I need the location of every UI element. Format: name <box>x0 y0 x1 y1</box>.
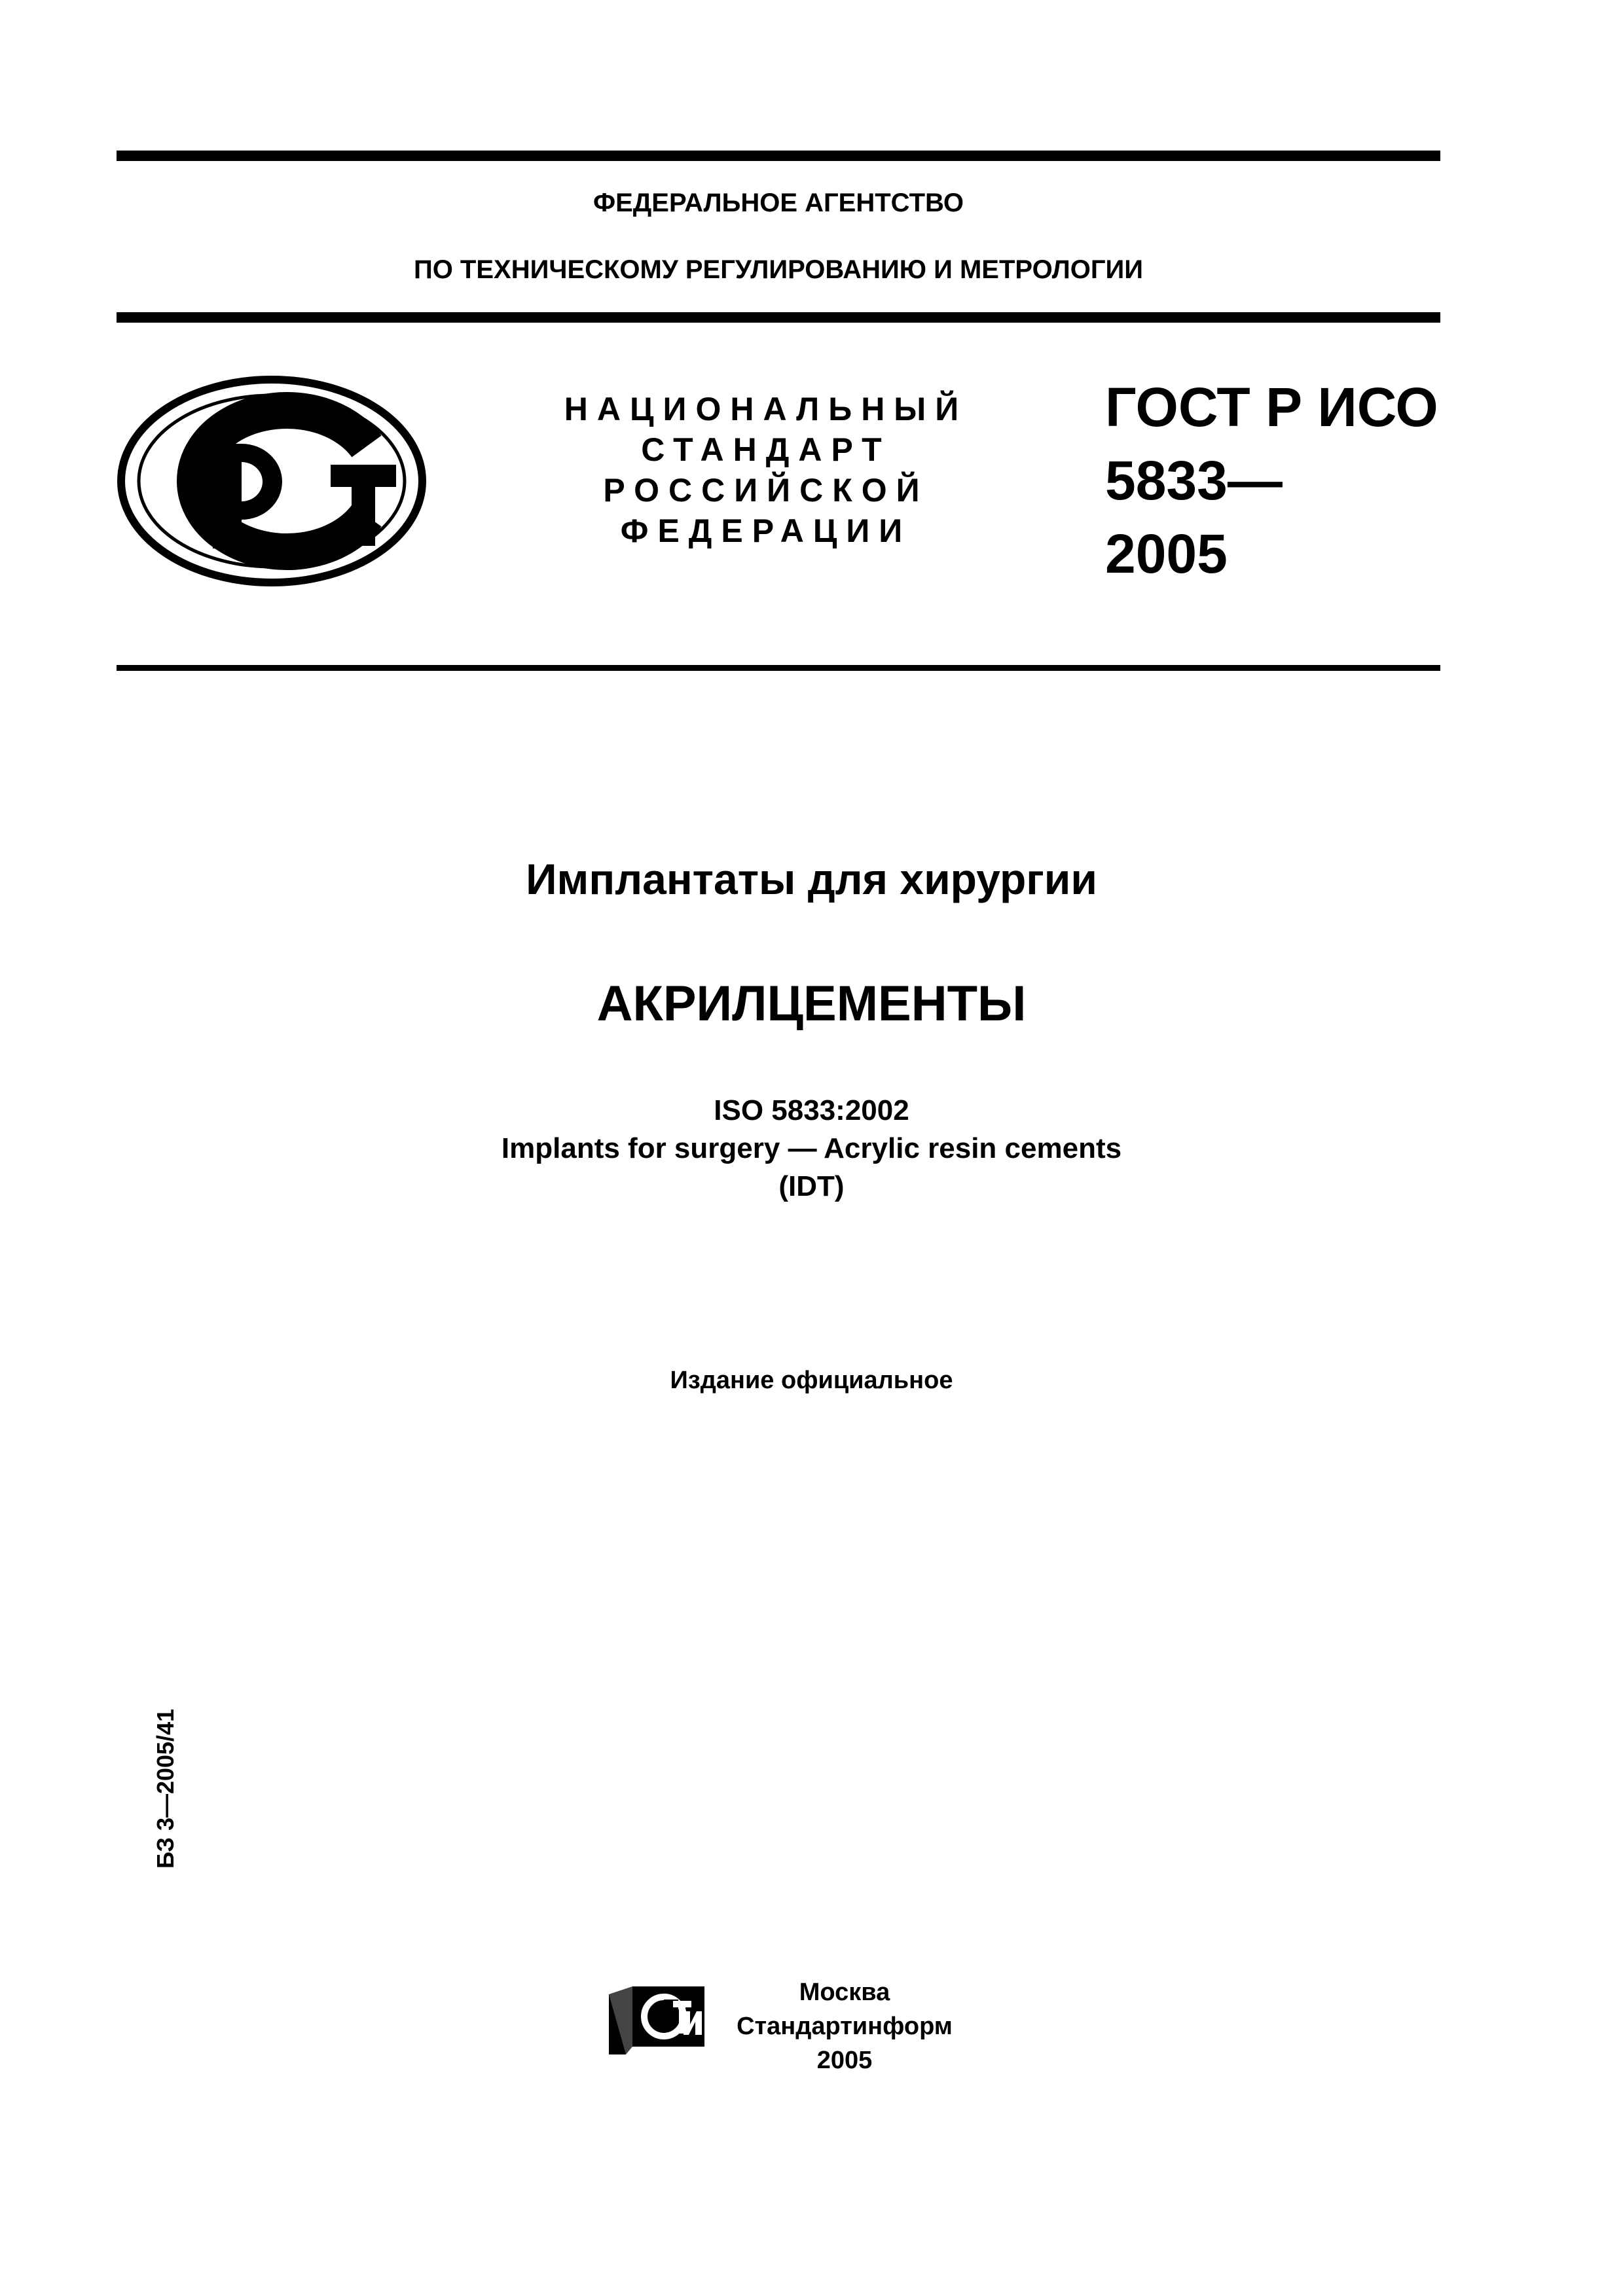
iso-english-title: Implants for surgery — Acrylic resin cements <box>501 1132 1122 1164</box>
document-subtitle: Имплантаты для хирургии <box>526 855 1097 903</box>
agency-line-2: ПО ТЕХНИЧЕСКОМУ РЕГУЛИРОВАНИЮ И МЕТРОЛОГИИ <box>413 255 1144 284</box>
standartinform-logo-icon <box>606 1981 704 2054</box>
national-standard-line-2: СТАНДАРТ <box>641 431 891 468</box>
iso-degree: (IDT) <box>778 1170 845 1202</box>
side-code: БЗ 3—2005/41 <box>152 1708 179 1869</box>
designation-line-1: ГОСТ Р ИСО <box>1105 376 1438 438</box>
header-section-rule <box>117 665 1440 671</box>
rst-emblem-icon <box>115 373 429 589</box>
document-title: АКРИЛЦЕМЕНТЫ <box>596 976 1027 1031</box>
top-thick-rule <box>117 151 1440 161</box>
national-standard-line-1: НАЦИОНАЛЬНЫЙ <box>564 391 968 427</box>
publisher-year: 2005 <box>816 2047 873 2074</box>
national-standard-block <box>543 389 989 551</box>
designation-line-3: 2005 <box>1105 523 1228 584</box>
designation-line-2: 5833— <box>1105 450 1283 511</box>
agency-line-1: ФЕДЕРАЛЬНОЕ АГЕНТСТВО <box>593 188 964 217</box>
publisher-city: Москва <box>799 1979 890 2006</box>
national-standard-line-3: РОССИЙСКОЙ <box>603 472 929 509</box>
standard-designation <box>1105 370 1438 590</box>
iso-reference <box>0 1092 1623 1206</box>
header-bottom-rule <box>117 312 1440 323</box>
edition-label: Издание официальное <box>670 1367 953 1394</box>
publisher-block <box>720 1975 969 2077</box>
national-standard-line-4: ФЕДЕРАЦИИ <box>620 512 912 549</box>
publisher-name: Стандартинформ <box>737 2013 953 2040</box>
iso-number: ISO 5833:2002 <box>714 1094 909 1126</box>
